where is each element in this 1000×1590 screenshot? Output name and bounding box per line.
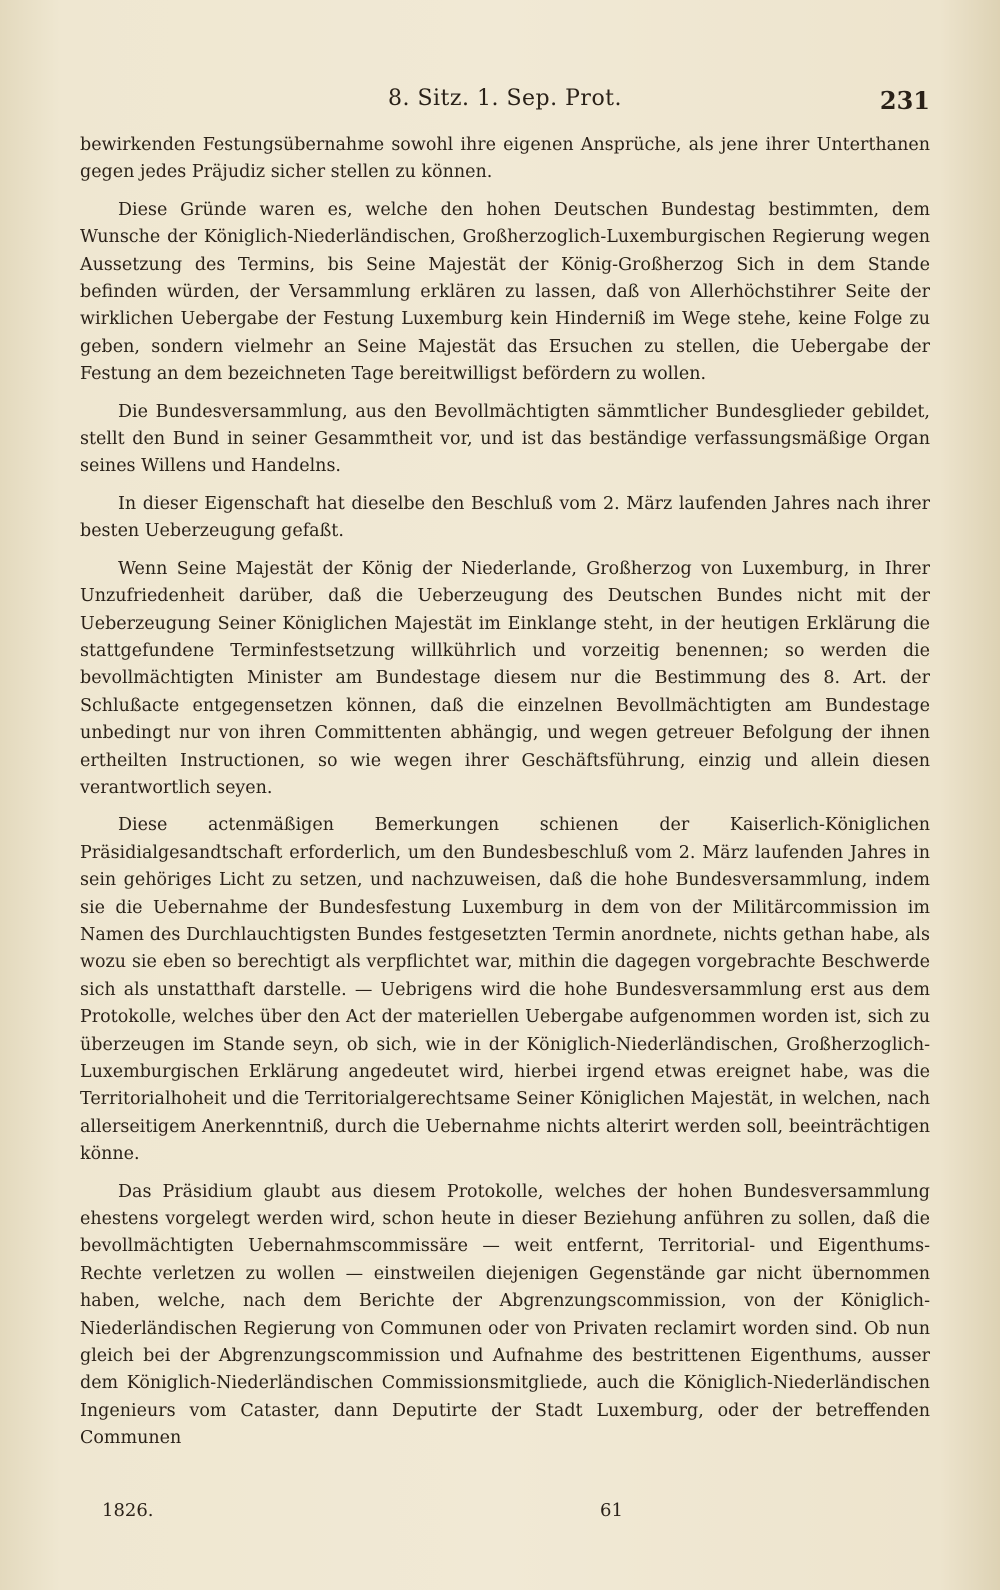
footer-year: 1826. — [102, 1500, 154, 1521]
paragraph: bewirkenden Festungsübernahme sowohl ihre eigenen Ansprüche, als jene ihrer Unterthanen gegen jedes Präjudiz sicher stellen zu können. — [80, 135, 930, 183]
paragraph: In dieser Eigenschaft hat dieselbe den Beschluß vom 2. März laufenden Jahres nach ihrer besten Ueberzeugung gefaßt. — [80, 493, 930, 542]
paragraph: Die Bundesversammlung, aus den Bevollmächtigten sämmtlicher Bundesglieder gebildet, stellt den Bund in seiner Gesammtheit vor, und ist das beständige verfassungsmäßige Organ seines Willens und Handelns. — [80, 401, 930, 477]
page-footer — [80, 1500, 930, 1528]
running-head: 8. Sitz. 1. Sep. Prot. — [387, 86, 623, 111]
paragraph: Diese actenmäßigen Bemerkungen schienen der Kaiserlich-Königlichen Präsidialgesandtschaft erforderlich, um den Bundesbeschluß vom 2. März laufenden Jahres in sein gehöriges Licht zu setzen, und nachzuweisen, daß die hohe Bundesversammlung, indem sie die Uebernahme der Bundesfestung Luxemburg in dem von der Militärcommission im Namen des Durchlauchtigsten Bundes festgesetzten Termin anordnete, nichts gethan habe, als wozu sie eben so berechtigt als verpflichtet war, mithin die dagegen vorgebrachte Beschwerde sich als unstatthaft darstelle. — Uebrigens wird die hohe Bundesversammlung erst aus dem Protokolle, welches über den Act der materiellen Uebergabe aufgenommen worden ist, sich zu überzeugen im Stande seyn, ob sich, wie in der Königlich-Niederländischen, Großherzoglich-Luxemburgischen Erklärung angedeutet wird, hierbei irgend etwas ereignet habe, was die Territorialhoheit und die Territorialgerechtsame Seiner Königlichen Majestät, in welchen, nach allerseitigem Anerkenntniß, durch die Uebernahme nichts alterirt werden soll, beeinträchtigen könne. — [80, 815, 930, 1165]
page-number: 231 — [879, 86, 930, 115]
paragraph: Diese Gründe waren es, welche den hohen Deutschen Bundestag bestimmten, dem Wunsche der Königlich-Niederländischen, Großherzoglich-Luxemburgischen Regierung wegen Aussetzung des Termins, bis Seine Majestät der König-Großherzog Sich in dem Stande befinden würden, der Versammlung erklären zu lassen, daß von Allerhöchstihrer Seite der wirklichen Uebergabe der Festung Luxemburg kein Hinderniß im Wege stehe, keine Folge zu geben, sondern vielmehr an Seine Majestät das Ersuchen zu stellen, die Uebergabe der Festung an dem bezeichneten Tage bereitwilligst befördern zu wollen. — [80, 199, 930, 385]
body-text — [80, 132, 930, 1463]
signature-mark: 61 — [600, 1500, 623, 1521]
paragraph: Das Präsidium glaubt aus diesem Protokolle, welches der hohen Bundesversammlung ehestens vorgelegt werden wird, schon heute in dieser Beziehung anführen zu sollen, daß die bevollmächtigten Uebernahmscommissäre — weit entfernt, Territorial- und Eigenthums-Rechte verletzen zu wollen — einstweilen diejenigen Gegenstände gar nicht übernommen haben, welche, nach dem Berichte der Abgrenzungscommission, von der Königlich-Niederländischen Regierung von Communen oder von Privaten reclamirt worden sind. Ob nun gleich bei der Abgrenzungscommission und Aufnahme des bestrittenen Eigenthums, ausser dem Königlich-Niederländischen Commissionsmitgliede, auch die Königlich-Niederländischen Ingenieurs vom Cataster, dann Deputirte der Stadt Luxemburg, oder der betreffenden Communen — [80, 1181, 930, 1449]
page-header — [80, 86, 930, 122]
paragraph: Wenn Seine Majestät der König der Niederlande, Großherzog von Luxemburg, in Ihrer Unzufriedenheit darüber, daß die Ueberzeugung des Deutschen Bundes nicht mit der Ueberzeugung Seiner Königlichen Majestät im Einklange steht, in der heutigen Erklärung die stattgefundene Terminfestsetzung willkührlich und vorzeitig benennen; so werden die bevollmächtigten Minister am Bundestage diesem nur die Bestimmung des 8. Art. der Schlußacte entgegensetzen können, daß die einzelnen Bevollmächtigten am Bundestage unbedingt nur von ihren Committenten abhängig, und wegen getreuer Befolgung der ihnen ertheilten Instructionen, so wie wegen ihrer Geschäftsführung, einzig und allein diesen verantwortlich seyen. — [80, 558, 930, 798]
